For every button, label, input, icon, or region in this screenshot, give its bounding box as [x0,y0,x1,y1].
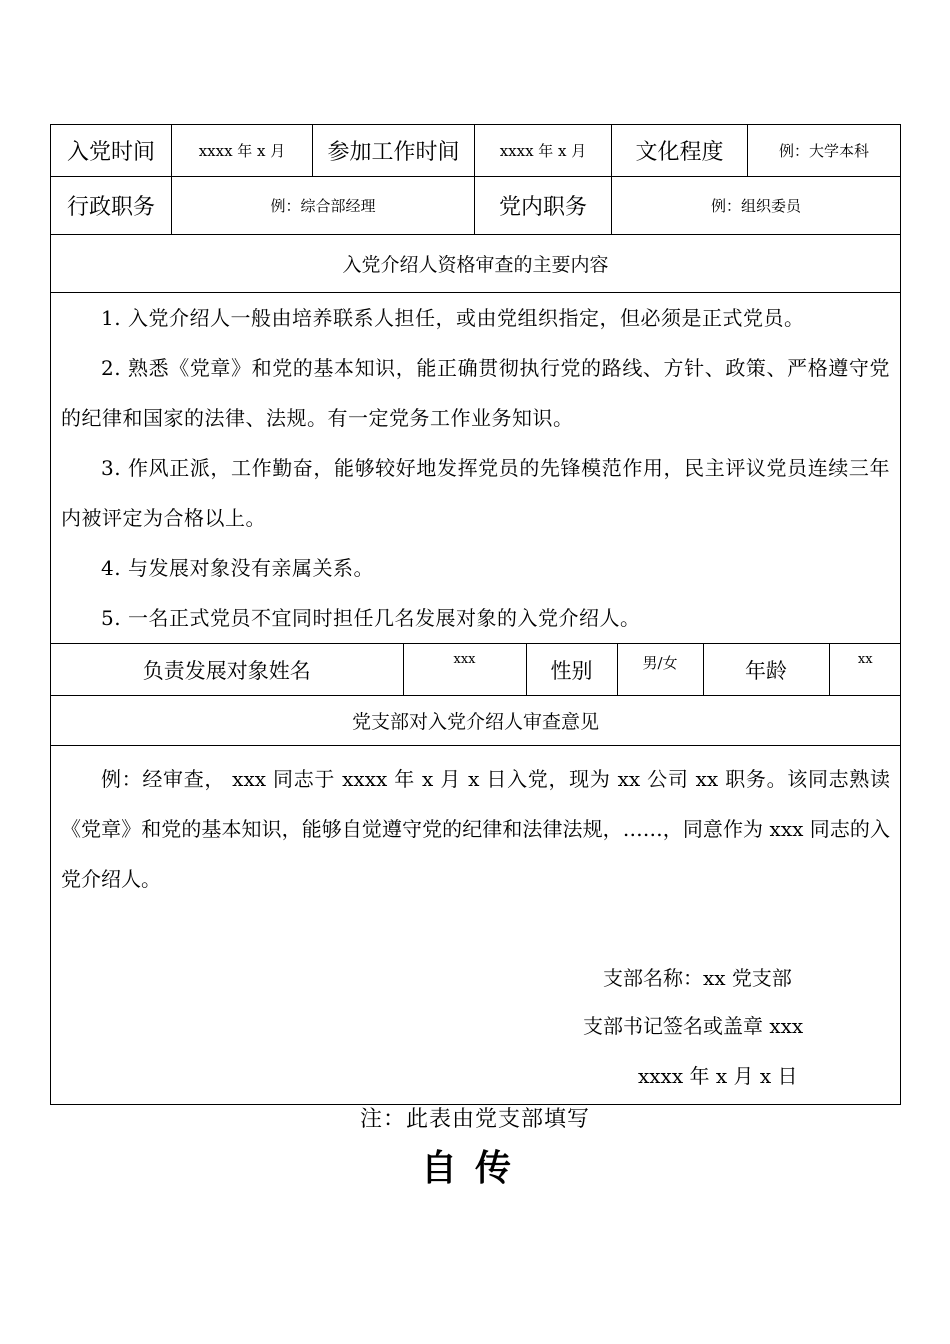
review-item: 3. 作风正派，工作勤奋，能够较好地发挥党员的先锋模范作用，民主评议党员连续三年内被评定为合格以上。 [61,456,890,530]
candidate-row [51,644,901,695]
admin-post-label: 行政职务 [51,177,172,235]
education-label: 文化程度 [612,125,748,177]
opinion-body: 例：经审查， xxx 同志于 xxxx 年 x 月 x 日入党，现为 xx 公司 xx 职务。该同志熟读《党章》和党的基本知识，能够自觉遵守党的纪律和法律法规，……，同意作为 xxx 同志的入党介绍人。 [61,767,890,891]
signature-block [61,904,890,1104]
join-date-value: xxxx 年 x 月 [172,125,313,177]
branch-name: 支部名称：xx 党支部 [603,966,792,990]
work-date-value: xxxx 年 x 月 [475,125,612,177]
review-item: 2. 熟悉《党章》和党的基本知识，能正确贯彻执行党的路线、方针、政策、严格遵守党的纪律和国家的法律、法规。有一定党务工作业务知识。 [61,356,890,430]
review-section-title: 入党介绍人资格审查的主要内容 [51,235,901,293]
opinion-date: xxxx 年 x 月 x 日 [638,1064,798,1088]
party-post-value: 例：组织委员 [612,177,901,235]
party-post-label: 党内职务 [475,177,612,235]
row-review-title [51,235,901,293]
candidate-name-label: 负责发展对象姓名 [51,644,403,695]
form-note: 注：此表由党支部填写 [359,1107,590,1132]
row-opinion-content [51,746,901,1105]
join-date-label: 入党时间 [51,125,172,177]
opinion-content [51,746,901,1105]
row-dates [51,125,901,177]
row-posts [51,177,901,235]
review-content [51,293,901,644]
autobiography-heading: 自传 [420,1147,529,1189]
introducer-review-form [50,124,901,1105]
row-candidate [51,644,901,696]
admin-post-value: 例：综合部经理 [172,177,475,235]
age-value: xx [857,652,873,667]
opinion-section-title: 党支部对入党介绍人审查意见 [51,696,901,746]
review-item: 4. 与发展对象没有亲属关系。 [101,556,374,580]
row-opinion-title [51,696,901,746]
age-label: 年龄 [703,644,829,695]
review-item: 1. 入党介绍人一般由培养联系人担任，或由党组织指定，但必须是正式党员。 [101,306,805,330]
candidate-name-value: xxx [403,644,526,695]
education-value: 例：大学本科 [748,125,901,177]
gender-value: 男/女 [617,644,703,695]
row-review-content [51,293,901,644]
gender-label: 性别 [526,644,617,695]
work-date-label: 参加工作时间 [313,125,475,177]
secretary-signature: 支部书记签名或盖章 xxx [583,1014,804,1038]
review-item: 5. 一名正式党员不宜同时担任几名发展对象的入党介绍人。 [101,606,641,630]
